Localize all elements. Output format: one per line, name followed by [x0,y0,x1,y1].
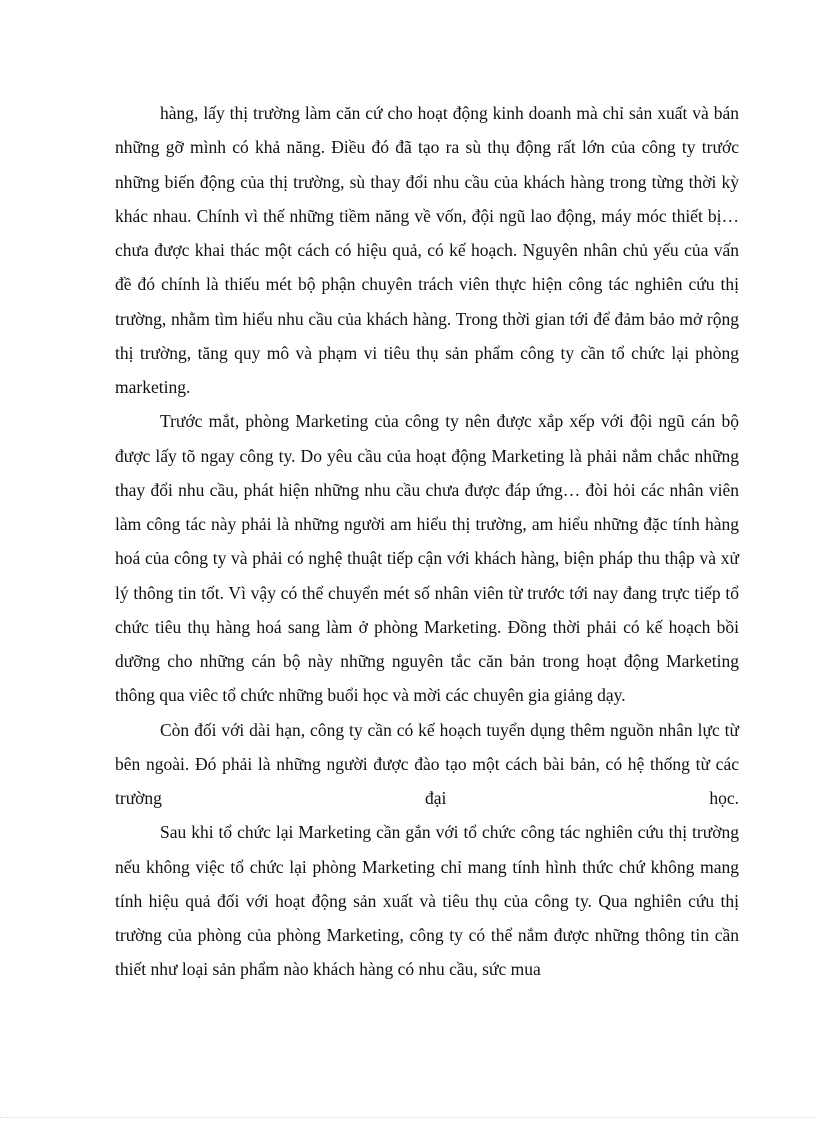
paragraph-short-term-staffing: Trước mắt, phòng Marketing của công ty nên được xắp xếp với đội ngũ cán bộ được lấy tõ ngay công ty. Do yêu cầu của hoạt động Marketing là phải nắm chắc những thay đổi nhu cầu, phát hiện những nhu cầu chưa được đáp ứng… đòi hỏi các nhân viên làm công tác này phải là những người am hiểu thị trường, am hiểu những đặc tính hàng hoá của công ty và phải có nghệ thuật tiếp cận với khách hàng, biện pháp thu thập và xử lý thông tin tốt. Vì vậy có thể chuyển mét số nhân viên từ trước tới nay đang trực tiếp tổ chức tiêu thụ hàng hoá sang làm ở phòng Marketing. Đồng thời phải có kế hoạch bồi dưỡng cho những cán bộ này những nguyên tắc căn bản trong hoạt động Marketing thông qua viêc tổ chức những buổi học và mời các chuyên gia giảng dạy. [115,411,739,706]
page-bottom-border [0,1117,816,1118]
paragraph-long-term-recruitment: Còn đối với dài hạn, công ty cần có kế hoạch tuyển dụng thêm nguồn nhân lực từ bên ngoài. Đó phải là những người được đào tạo một cách bài bản, có hệ thống từ các trường đại học. [115,719,739,808]
paragraph-reorganization-research: Sau khi tổ chức lại Marketing cần gắn với tổ chức công tác nghiên cứu thị trường nếu không việc tổ chức lại phòng Marketing chỉ mang tính hình thức chứ không mang tính hiệu quả đối với hoạt động sản xuất và tiêu thụ của công ty. Qua nghiên cứu thị trường của phòng của phòng Marketing, công ty có thể nắm được những thông tin cần thiết như loại sản phẩm nào khách hàng có nhu cầu, sức mua [115,822,739,980]
body-text [115,96,739,987]
paragraph-market-research-intro: hàng, lấy thị trường làm căn cứ cho hoạt động kinh doanh mà chỉ sản xuất và bán những gỡ mình có khả năng. Điều đó đã tạo ra sù thụ động rất lớn của công ty trước những biến động của thị trường, sù thay đổi nhu cầu của khách hàng trong từng thời kỳ khác nhau. Chính vì thế những tiềm năng về vốn, đội ngũ lao động, máy móc thiết bị… chưa được khai thác một cách có hiệu quả, có kế hoạch. Nguyên nhân chủ yếu của vấn đề đó chính là thiếu mét bộ phận chuyên trách viên thực hiện công tác nghiên cứu thị trường, nhằm tìm hiểu nhu cầu của khách hàng. Trong thời gian tới để đảm bảo mở rộng thị trường, tăng quy mô và phạm vi tiêu thụ sản phẩm công ty cần tổ chức lại phòng marketing. [115,103,739,397]
